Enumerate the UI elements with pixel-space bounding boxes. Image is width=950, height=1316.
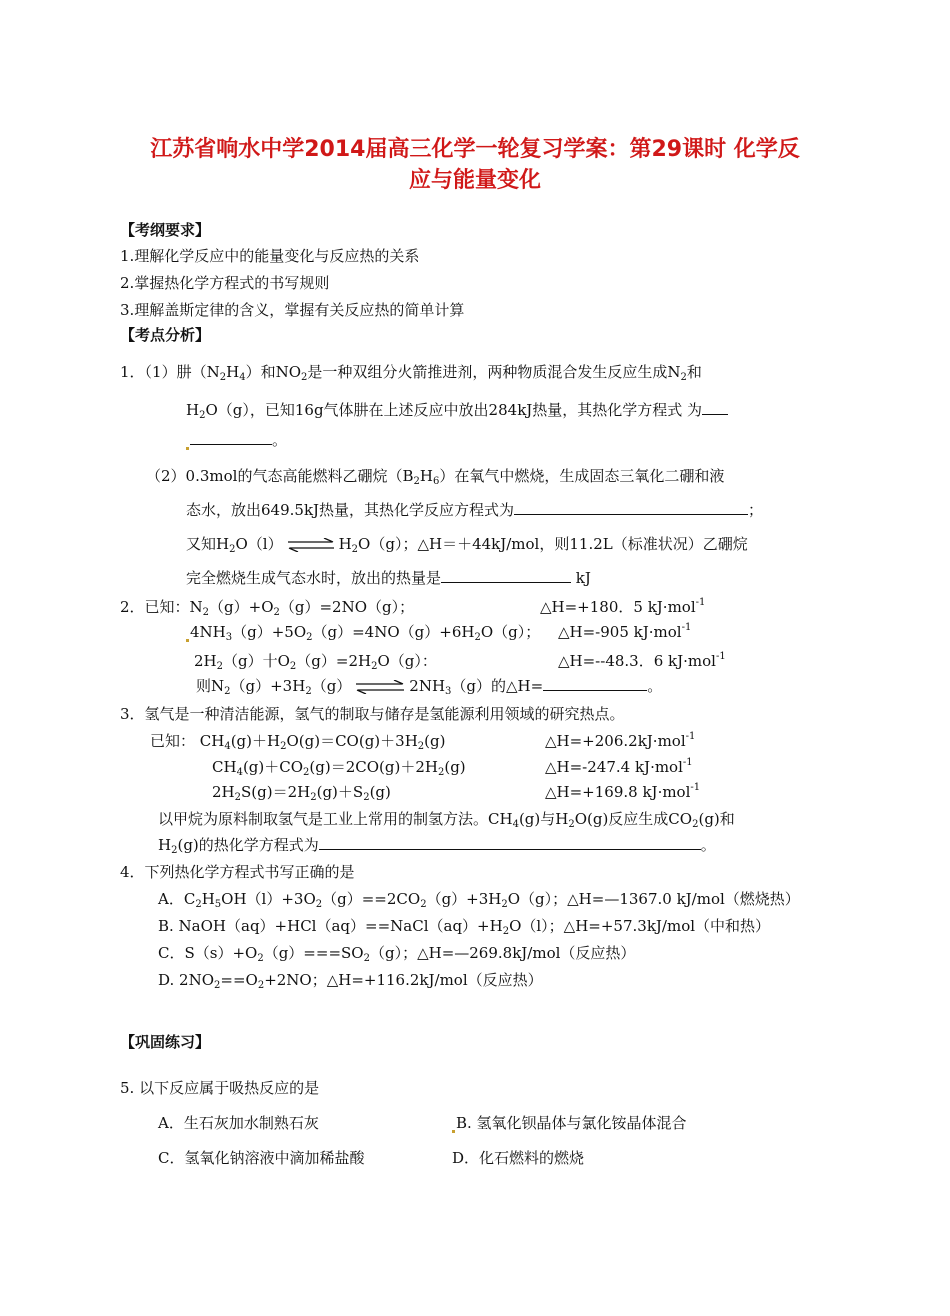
q4-stem: 4．下列热化学方程式书写正确的是 (120, 863, 355, 881)
q2-line3-enthalpy: △H=--48.3．6 kJ·mol$^{-1}$ (558, 651, 726, 670)
section-heading-analysis: 【考点分析】 (120, 326, 211, 344)
q1-part2-line2: 态水，放出649.5kJ热量，其热化学反应方程式为 ； (186, 501, 764, 519)
answer-blank (702, 400, 728, 415)
q3-line4-enthalpy: △H=+169.8 kJ·mol$^{-1}$ (545, 782, 701, 801)
answer-blank (514, 500, 748, 515)
equilibrium-arrow-icon (354, 680, 406, 694)
q3-line2: 已知： $CH_4(g)+H_2O(g)=CO(g)+3H_2(g)$ (150, 732, 446, 752)
q3-line3: $CH_4(g)+CO_2(g)=2CO(g)+2H_2(g)$ (212, 758, 466, 778)
q1-part1-line3: 。 (186, 430, 287, 450)
q5-stem: 5. 以下反应属于吸热反应的是 (120, 1079, 320, 1097)
answer-blank (543, 676, 647, 691)
document-title-line-1: 江苏省响水中学2014届高三化学一轮复习学案：第29课时 化学反 (150, 137, 800, 162)
q1-part2-line3: 又知$H_2O(l)$ $H_2O(g)$；△H＝＋44kJ/mol，则11.2L（标准状况）乙硼烷 (186, 535, 748, 555)
requirement-item-2: 2.掌握热化学方程式的书写规则 (120, 274, 330, 292)
equilibrium-arrow-icon (286, 538, 336, 552)
q1-part1-line1: 1．（1）肼$(N_2H_4)$和$NO_2$是一种双组分火箭推进剂，两种物质混合发生反应生成$N_2$和 (120, 363, 702, 383)
q5-option-d: D．化石燃料的燃烧 (452, 1149, 585, 1167)
q4-option-a: A．$C_2H_5OH(l)+3O_2(g)==2CO_2(g)+3H_2O(g)$；△H=—1367.0 kJ/mol（燃烧热） (158, 890, 800, 910)
requirement-item-3: 3.理解盖斯定律的含义，掌握有关反应热的简单计算 (120, 301, 465, 319)
requirement-item-1: 1.理解化学反应中的能量变化与反应热的关系 (120, 247, 420, 265)
q2-line2: $4NH_3(g)+5O_2(g)=4NO(g)+6H_2O(g)$； (186, 622, 540, 642)
q2-line4: 则$N_2(g)+3H_2(g)$ $2NH_3(g)$的△H= 。 (196, 677, 663, 697)
q4-option-c: C．$S(s)+O_2(g)===SO_2(g)$；△H=—269.8kJ/mol（反应热） (158, 944, 636, 964)
q5-option-a: A．生石灰加水制熟石灰 (158, 1114, 319, 1132)
q4-option-d: D. $2NO_2==O_2+2NO$；△H=+116.2kJ/mol（反应热） (158, 971, 543, 991)
q3-line3-enthalpy: △H=-247.4 kJ·mol$^{-1}$ (545, 757, 693, 776)
answer-blank (190, 430, 272, 445)
q1-part2-line4: 完全燃烧生成气态水时，放出的热量是 kJ (186, 569, 591, 587)
q5-option-b: B. 氢氧化钡晶体与氯化铵晶体混合 (452, 1113, 687, 1133)
section-heading-practice: 【巩固练习】 (120, 1033, 211, 1051)
q2-line1: 2．已知：$N_2(g)+O_2(g)=2NO(g)$； (120, 598, 415, 618)
q3-line1: 3．氢气是一种清洁能源，氢气的制取与储存是氢能源利用领域的研究热点。 (120, 705, 625, 723)
q3-line2-enthalpy: △H=+206.2kJ·mol$^{-1}$ (545, 731, 696, 750)
q1-part1-line2: $H_2O(g)$，已知16g气体肼在上述反应中放出284kJ热量，其热化学方程式 为 (186, 400, 728, 420)
q3-line6: $H_2(g)$的热化学方程式为 。 (158, 836, 716, 856)
section-heading-requirements: 【考纲要求】 (120, 221, 211, 239)
q2-line1-enthalpy: △H=+180．5 kJ·mol$^{-1}$ (540, 597, 706, 616)
q5-option-c: C．氢氧化钠溶液中滴加稀盐酸 (158, 1149, 365, 1167)
document-title-line-2: 应与能量变化 (408, 168, 541, 193)
q2-line3: $2H_2(g)$十$O_2(g)=2H_2O(g)$： (194, 652, 437, 672)
q4-option-b: B. $NaOH(aq)+HCl(aq)==NaCl(aq)+H_2O(l)$；△H=+57.3kJ/mol（中和热） (158, 917, 771, 937)
q1-part2-line1: （2）0.3mol的气态高能燃料乙硼烷$(B_2H_6)$在氧气中燃烧，生成固态三氧化二硼和液 (146, 467, 725, 487)
q3-line4: $2H_2S(g)=2H_2(g)+S_2(g)$ (212, 783, 391, 803)
answer-blank (441, 568, 571, 583)
answer-blank (319, 835, 701, 850)
q2-line2-enthalpy: △H=-905 kJ·mol$^{-1}$ (558, 622, 692, 641)
q3-line5: 以甲烷为原料制取氢气是工业上常用的制氢方法。$CH_4(g)$与$H_2O(g)$反应生成$CO_2(g)$和 (158, 810, 735, 830)
